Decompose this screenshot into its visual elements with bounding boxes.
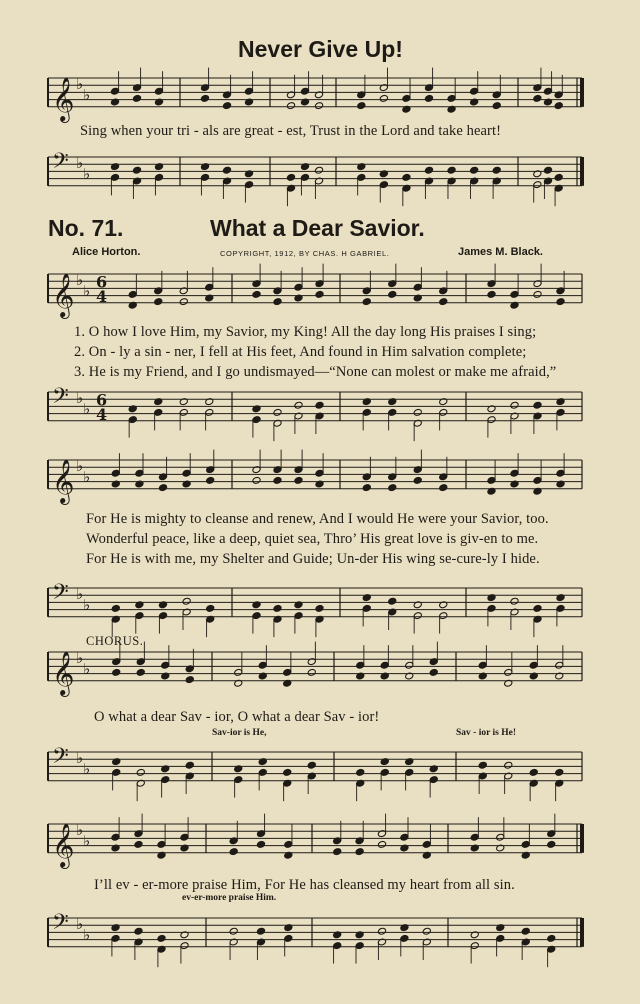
flat-key-signature-icon: ♭ [76, 154, 84, 173]
song-number: No. 71. [48, 215, 124, 241]
treble-clef-icon: 𝄞 [52, 822, 75, 867]
flat-key-signature-icon: ♭ [83, 86, 91, 104]
song2-title: What a Dear Savior. [210, 215, 425, 241]
flat-key-signature-icon: ♭ [83, 760, 91, 778]
song1-lyric: Sing when your tri - als are great - est, Trust in the Lord and take heart! [80, 123, 502, 139]
chorus-echo-2: ev-er-more praise Him. [182, 893, 277, 903]
note-head [256, 927, 265, 935]
bass-clef-icon: 𝄢 [52, 910, 69, 940]
chorus-line2: I’ll ev - er-more praise Him, For He has cleansed my heart from all sin. [94, 877, 515, 893]
bass-clef-icon: 𝄢 [52, 384, 69, 414]
verse2-line2: Wonderful peace, like a deep, quiet sea, Thro’ His great love is giv-en to me. [86, 531, 539, 547]
time-signature-bottom: 4 [96, 404, 108, 424]
composer-credit: James M. Black. [458, 246, 543, 258]
note-head [134, 927, 143, 935]
flat-key-signature-icon: ♭ [76, 821, 84, 840]
flat-key-signature-icon: ♭ [83, 468, 91, 486]
treble-clef-icon: 𝄞 [52, 76, 75, 121]
verse3-line1: 3. He is my Friend, and I go undismayed—“None can molest or make me afraid,” [74, 364, 557, 380]
copyright-notice: COPYRIGHT, 1912, BY CHAS. H GABRIEL. [220, 249, 390, 258]
flat-key-signature-icon: ♭ [83, 165, 91, 183]
flat-key-signature-icon: ♭ [76, 649, 84, 668]
time-signature-top: 6 [96, 272, 108, 292]
verse2-line1: 2. On - ly a sin - ner, I fell at His feet, And found in Him salvation complete; [74, 344, 527, 360]
bass-clef-icon: 𝄢 [52, 149, 69, 179]
verse1-line2: For He is mighty to cleanse and renew, And I would He were your Savior, too. [86, 511, 549, 527]
flat-key-signature-icon: ♭ [83, 660, 91, 678]
author-credit: Alice Horton. [72, 246, 141, 258]
chorus-line1: O what a dear Sav - ior, O what a dear Sav - ior! [94, 709, 380, 725]
treble-clef-icon: 𝄞 [52, 272, 75, 317]
chorus-echo-1a: Sav-ior is He, [212, 728, 267, 738]
flat-key-signature-icon: ♭ [76, 915, 84, 934]
song1-title: Never Give Up! [238, 36, 403, 62]
flat-key-signature-icon: ♭ [76, 457, 84, 476]
treble-clef-icon: 𝄞 [52, 458, 75, 503]
note-head [157, 934, 166, 942]
note-head [229, 927, 238, 935]
bass-clef-icon: 𝄢 [52, 580, 69, 610]
flat-key-signature-icon: ♭ [76, 75, 84, 94]
time-signature-bottom: 4 [96, 286, 108, 306]
verse3-line2: For He is with me, my Shelter and Guide; Un-der His wing se-cure-ly I hide. [86, 551, 540, 567]
chorus-echo-1b: Sav - ior is He! [456, 728, 516, 738]
flat-key-signature-icon: ♭ [83, 596, 91, 614]
flat-key-signature-icon: ♭ [83, 926, 91, 944]
bass-clef-icon: 𝄢 [52, 744, 69, 774]
note-head [521, 927, 530, 935]
treble-clef-icon: 𝄞 [52, 650, 75, 695]
flat-key-signature-icon: ♭ [76, 585, 84, 604]
flat-key-signature-icon: ♭ [76, 271, 84, 290]
time-signature-top: 6 [96, 390, 108, 410]
chorus-label: CHORUS. [86, 634, 144, 648]
note-head [377, 927, 386, 935]
flat-key-signature-icon: ♭ [83, 282, 91, 300]
note-head [547, 934, 556, 942]
verse1-line1: 1. O how I love Him, my Savior, my King! All the day long His praises I sing; [74, 324, 537, 340]
note-head [422, 927, 431, 935]
flat-key-signature-icon: ♭ [83, 400, 91, 418]
flat-key-signature-icon: ♭ [83, 832, 91, 850]
flat-key-signature-icon: ♭ [76, 389, 84, 408]
flat-key-signature-icon: ♭ [76, 749, 84, 768]
